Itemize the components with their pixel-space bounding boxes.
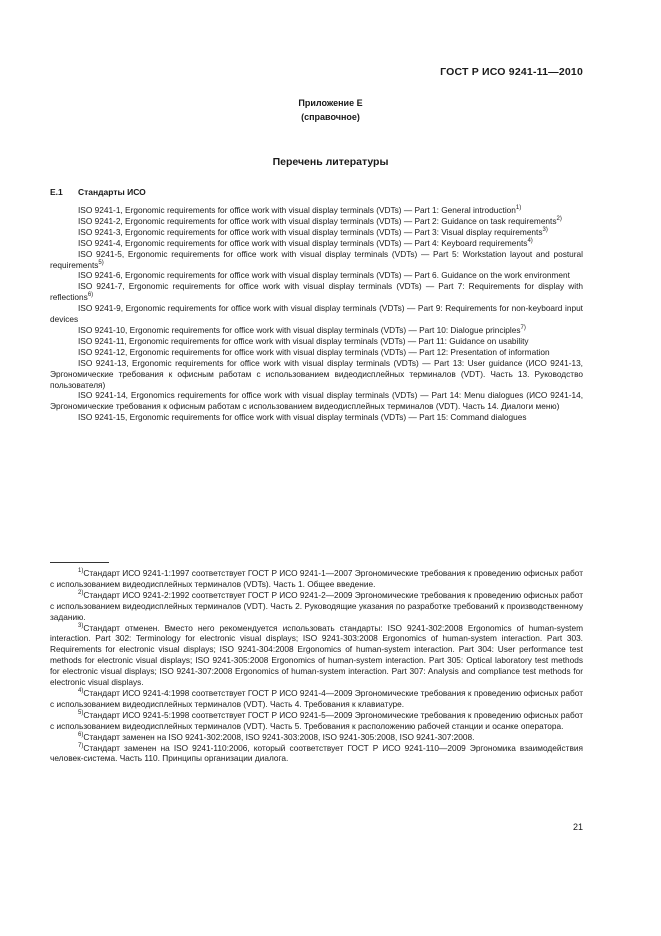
reference-entry xyxy=(50,216,583,227)
reference-entry xyxy=(50,227,583,238)
footnote-text: Стандарт ИСО 9241-1:1997 соответствует ГОСТ Р ИСО 9241-1—2007 Эргономические требования к проведению офисных работ с использованием видеодисплейных терминалов (VDTs). Часть 1. Общее введение. xyxy=(50,568,583,589)
footnote-mark: 4) xyxy=(78,687,84,694)
footnote-list xyxy=(50,568,583,764)
footnote-text: Стандарт заменен на ISO 9241-110:2006, который соответствует ГОСТ Р ИСО 9241-110—2009 Эргономика взаимодействия человек-система. Часть 110. Принципы организации диалога. xyxy=(50,742,583,764)
reference-text: ISO 9241-1, Ergonomic requirements for office work with visual display terminals (VDTs) — Part 1: General introduction xyxy=(78,205,516,215)
reference-entry xyxy=(50,347,583,358)
footnote-mark: 7) xyxy=(78,742,84,749)
footnote xyxy=(50,710,583,732)
footnote-mark: 2) xyxy=(78,589,84,596)
reference-text: ISO 9241-13, Ergonomic requirements for office work with visual display terminals (VDTs) — Part 13: User guidance (ИСО 9241-13, Эргономические требования к офисным работам с использованием видеодисплейных терминалов (VDT). Часть 13. Руководство пользователя) xyxy=(50,357,583,390)
footnote-ref: 5) xyxy=(98,259,104,266)
reference-entry xyxy=(50,336,583,347)
reference-text: ISO 9241-10, Ergonomic requirements for office work with visual display terminals (VDTs) — Part 10: Dialogue principles xyxy=(78,324,521,335)
reference-text: ISO 9241-7, Ergonomic requirements for office work with visual display terminals (VDTs) — Part 7: Requirements for display with reflections xyxy=(50,281,583,303)
footnote-mark: 5) xyxy=(78,709,84,716)
footnote xyxy=(50,623,583,688)
reference-text: ISO 9241-15, Ergonomic requirements for office work with visual display terminals (VDTs) — Part 15: Command dialogues xyxy=(78,412,527,423)
footnote xyxy=(50,732,583,743)
footnote-text: Стандарт заменен на ISO 9241-302:2008, ISO 9241-303:2008, ISO 9241-305:2008, ISO 9241-307:2008. xyxy=(83,731,475,742)
footnote xyxy=(50,568,583,590)
reference-entry xyxy=(50,303,583,325)
reference-text: ISO 9241-2, Ergonomic requirements for office work with visual display terminals (VDTs) — Part 2: Guidance on task requirements xyxy=(78,215,557,226)
reference-text: ISO 9241-14, Ergonomics requirements for office work with visual display terminals (VDTs) — Part 14: Menu dialogues (ИСО 9241-14, Эргономические требования к офисным работам с использованием видеодисплейных терминалов (VDT). Часть 14. Диалоги меню) xyxy=(50,390,583,412)
footnote-ref: 4) xyxy=(527,237,533,244)
reference-text: ISO 9241-12, Ergonomic requirements for office work with visual display terminals (VDTs) — Part 12: Presentation of information xyxy=(78,346,550,357)
reference-text: ISO 9241-6, Ergonomic requirements for office work with visual display terminals (VDTs) — Part 6. Guidance on the work environment xyxy=(78,270,570,281)
reference-entry xyxy=(50,358,583,391)
footnote-text: Стандарт ИСО 9241-4:1998 соответствует ГОСТ Р ИСО 9241-4—2009 Эргономические требования к проведению офисных работ с использованием видеодисплейных терминалов (VDT). Часть 4. Требования к клавиатуре. xyxy=(50,687,583,709)
footnote xyxy=(50,743,583,765)
document-header: ГОСТ Р ИСО 9241-11—2010 xyxy=(440,66,583,78)
reference-entry xyxy=(50,205,583,216)
section-number: Е.1 xyxy=(50,187,63,197)
footnote-text: Стандарт ИСО 9241-2:1992 соответствует ГОСТ Р ИСО 9241-2—2009 Эргономические требования к проведению офисных работ с использованием видеодисплейных терминалов (VDT). Часть 2. Руководящие указания по разработке требований к производственному заданию. xyxy=(50,589,583,622)
reference-entry xyxy=(50,281,583,303)
reference-entry xyxy=(50,270,583,281)
reference-entry xyxy=(50,238,583,249)
footnote-mark: 3) xyxy=(78,622,84,629)
footnote xyxy=(50,590,583,623)
section-title: Стандарты ИСО xyxy=(78,187,146,197)
reference-text: ISO 9241-9, Ergonomic requirements for office work with visual display terminals (VDTs) — Part 9: Requirements for non-keyboard input devices xyxy=(50,303,583,325)
footnote-ref: 6) xyxy=(87,292,94,299)
footnote-text: Стандарт отменен. Вместо него рекомендуется использовать стандарты: ISO 9241-302:2008 Ergonomics of human-system interaction. Part 302: Terminology for electronic visual displays; ISO 9241-303:2008 Ergonomics of human-system interaction. Part 303. Requirements for electronic visual displays; ISO 9241-304:2008 Ergonomics of human-system interaction. Part 304: User performance test methods for electronic visual displays; ISO 9241-305:2008 Ergonomics of human-system interaction. Part 305: Optical laboratory test methods for electronic visual displays; ISO 9241-307:2008 Ergonomics of human-system interaction. Part 307: Analysis and compliance test methods for electronic visual displays. xyxy=(50,622,583,688)
bibliography-title: Перечень литературы xyxy=(272,156,389,168)
footnote-ref: 1) xyxy=(515,205,522,211)
reference-text: ISO 9241-3, Ergonomic requirements for office work with visual display terminals (VDTs) — Part 3: Visual display requirements xyxy=(78,226,543,237)
footnote-text: Стандарт ИСО 9241-5:1998 соответствует ГОСТ Р ИСО 9241-5—2009 Эргономические требования к проведению офисных работ с использованием видеодисплейных терминалов (VDT). Часть 5. Требования к расположению рабочей станции и осанке оператора. xyxy=(50,709,583,731)
annex-heading xyxy=(0,96,661,124)
reference-text: ISO 9241-4, Ergonomic requirements for office work with visual display terminals (VDTs) — Part 4: Keyboard requirements xyxy=(78,237,528,248)
footnote-ref: 3) xyxy=(542,226,548,233)
footnote-divider xyxy=(50,562,109,563)
reference-entry xyxy=(50,249,583,271)
footnote-ref: 2) xyxy=(556,215,562,222)
footnote-ref: 7) xyxy=(520,324,526,331)
reference-text: ISO 9241-11, Ergonomic requirements for office work with visual display terminals (VDTs) — Part 11: Guidance on usability xyxy=(78,335,529,346)
footnote-mark: 1) xyxy=(78,568,84,574)
section-heading xyxy=(50,187,146,197)
reference-entry xyxy=(50,412,583,423)
footnote xyxy=(50,688,583,710)
reference-text: ISO 9241-5, Ergonomic requirements for office work with visual display terminals (VDTs) — Part 5: Workstation layout and postural requirements xyxy=(50,248,583,270)
annex-subtitle: (справочное) xyxy=(301,112,360,122)
footnote-mark: 6) xyxy=(78,731,84,738)
reference-entry xyxy=(50,390,583,412)
page-number: 21 xyxy=(572,822,583,832)
reference-entry xyxy=(50,325,583,336)
reference-list xyxy=(50,205,583,423)
annex-title: Приложение Е xyxy=(298,98,363,108)
